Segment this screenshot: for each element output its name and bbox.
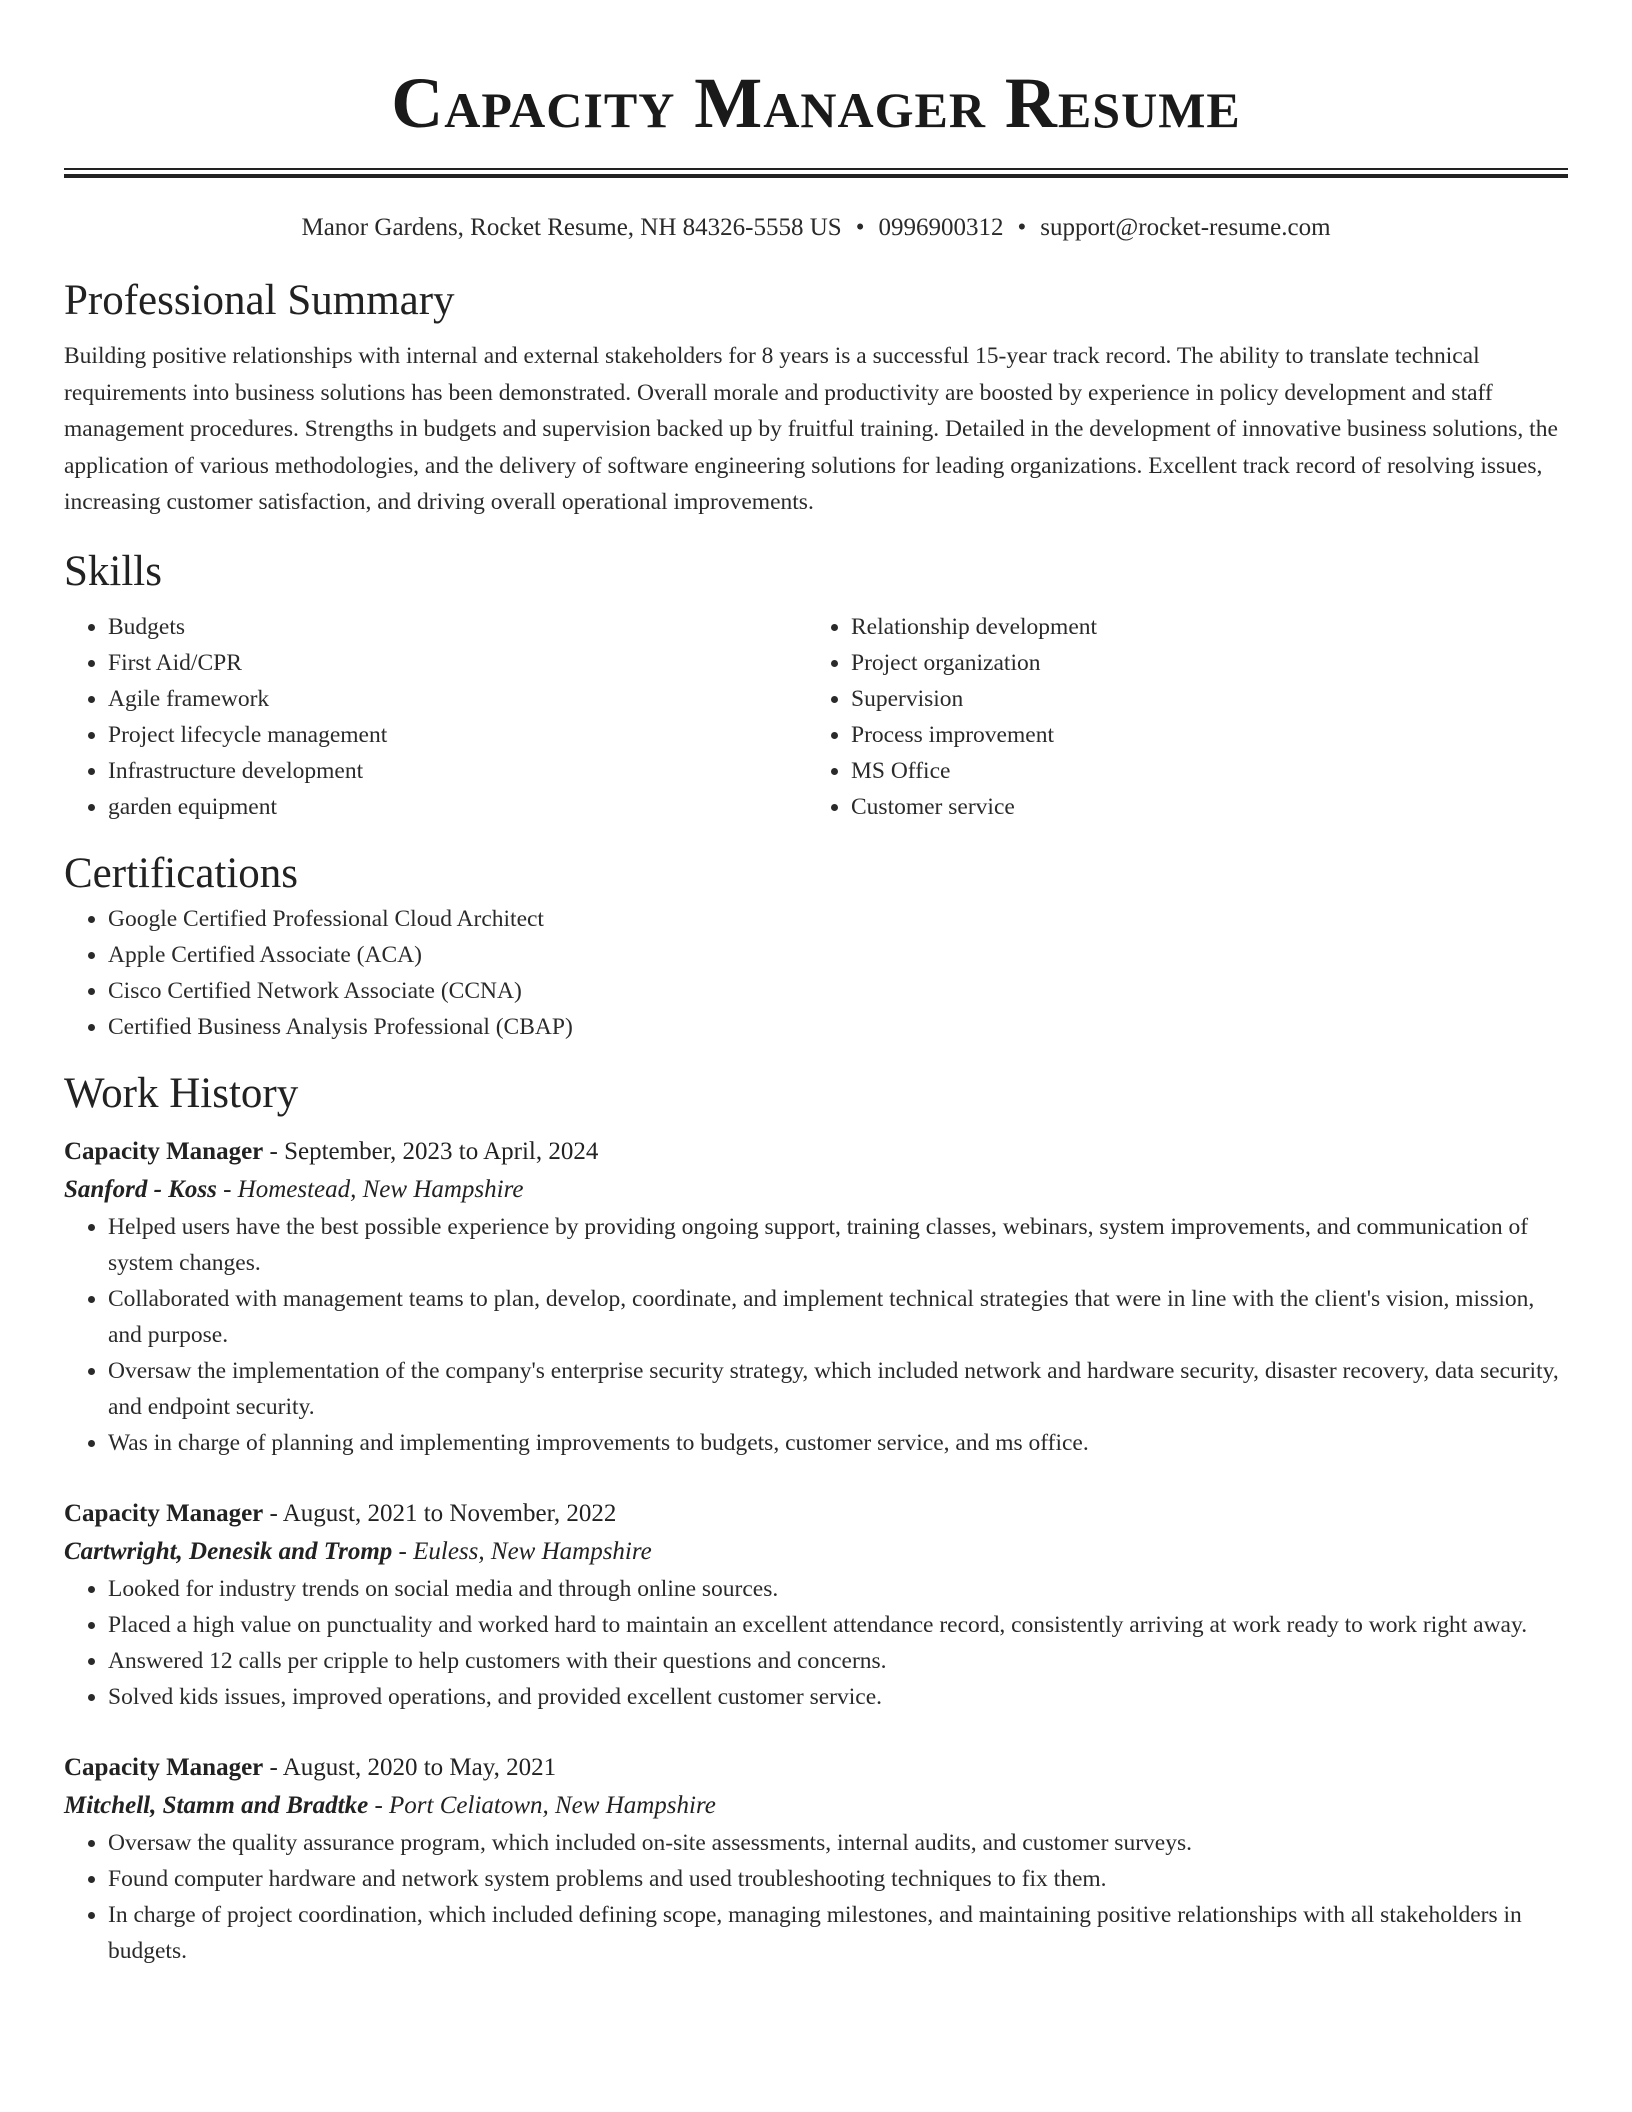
skill-item: • Project lifecycle management [108,717,807,753]
job-bullet: • In charge of project coordination, which included defining scope, managing milestones, and maintaining positive relationships with all stakeholders in budgets. [108,1897,1568,1969]
skill-item: • Project organization [851,645,1550,681]
job-bullet-list [64,1209,1568,1461]
summary-text: Building positive relationships with internal and external stakeholders for 8 years is a successful 15-year track record. The ability to translate technical requirements into business solutions has been demonstrated. Overall morale and productivity are boosted by experience in policy development and staff management procedures. Strengths in budgets and supervision backed up by fruitful training. Detailed in the development of innovative business solutions, the application of various methodologies, and the delivery of software engineering solutions for leading organizations. Excellent track record of resolving issues, increasing customer satisfaction, and driving overall operational improvements. [64,343,1558,516]
skills-list-left [64,609,807,825]
skill-item: • Budgets [108,609,807,645]
skill-item: • First Aid/CPR [108,645,807,681]
job-location: - Euless, New Hampshire [392,1537,652,1565]
job-title-line [64,1495,1568,1533]
job-role: Capacity Manager [64,1137,264,1165]
skills-grid [64,609,1568,825]
job-title-line [64,1133,1568,1171]
job-dates: - August, 2021 to November, 2022 [263,1499,617,1527]
job-bullet: • Helped users have the best possible experience by providing ongoing support, training classes, webinars, system improvements, and communication of system changes. [108,1209,1568,1281]
certification-item: • Certified Business Analysis Professional (CBAP) [108,1009,1568,1045]
skills-list-right [807,609,1550,825]
skill-item: • Relationship development [851,609,1550,645]
job-location: - Homestead, New Hampshire [216,1175,524,1203]
skills-column-right [807,609,1550,825]
contact-email: support@rocket-resume.com [1040,214,1331,241]
job-role: Capacity Manager [64,1753,264,1781]
job-bullet: • Solved kids issues, improved operations, and provided excellent customer service. [108,1679,1568,1715]
job-company-line [64,1171,1568,1209]
summary-heading: Professional Summary [64,277,455,324]
job-bullet-list [64,1825,1568,1969]
job-bullet: • Answered 12 calls per cripple to help customers with their questions and concerns. [108,1643,1568,1679]
skill-item: • Process improvement [851,717,1550,753]
job-bullet: • Was in charge of planning and implementing improvements to budgets, customer service, and ms office. [108,1425,1568,1461]
skill-item: • Customer service [851,789,1550,825]
job-bullet: • Oversaw the implementation of the company's enterprise security strategy, which included network and hardware security, disaster recovery, data security, and endpoint security. [108,1353,1568,1425]
work-history-heading: Work History [64,1069,299,1117]
skill-item: • garden equipment [108,789,807,825]
resume-title: Capacity Manager Resume [391,63,1241,143]
certification-item: • Cisco Certified Network Associate (CCNA) [108,973,1568,1009]
skills-column-left [64,609,807,825]
job-entry [64,1133,1568,1461]
skill-item: • MS Office [851,753,1550,789]
skill-item: • Agile framework [108,681,807,717]
job-entry [64,1495,1568,1715]
skills-heading: Skills [64,547,162,595]
job-bullet: • Looked for industry trends on social media and through online sources. [108,1571,1568,1607]
job-bullet: • Placed a high value on punctuality and worked hard to maintain an excellent attendance record, consistently arriving at work ready to work right away. [108,1607,1568,1643]
contact-separator: • [855,214,865,241]
resume-page [64,0,1568,1969]
certification-item: • Google Certified Professional Cloud Architect [108,901,1568,937]
job-location: - Port Celiatown, New Hampshire [368,1791,716,1819]
job-company: Mitchell, Stamm and Bradtke [64,1791,369,1819]
skill-item: • Infrastructure development [108,753,807,789]
job-company-line [64,1533,1568,1571]
contact-separator: • [1017,214,1027,241]
certifications-list [64,901,1568,1045]
title-divider [64,168,1568,178]
job-bullet: • Oversaw the quality assurance program, which included on-site assessments, internal audits, and customer surveys. [108,1825,1568,1861]
skill-item: • Supervision [851,681,1550,717]
job-bullet: • Collaborated with management teams to plan, develop, coordinate, and implement technical strategies that were in line with the client's vision, mission, and purpose. [108,1281,1568,1353]
job-role: Capacity Manager [64,1499,264,1527]
contact-phone: 0996900312 [878,214,1004,241]
contact-line [64,210,1568,246]
job-company: Sanford - Koss [64,1175,217,1203]
contact-address: Manor Gardens, Rocket Resume, NH 84326-5558 US [301,214,842,241]
job-title-line [64,1749,1568,1787]
job-company: Cartwright, Denesik and Tromp [64,1537,393,1565]
certifications-heading: Certifications [64,849,299,897]
job-company-line [64,1787,1568,1825]
job-dates: - August, 2020 to May, 2021 [263,1753,557,1781]
certification-item: • Apple Certified Associate (ACA) [108,937,1568,973]
job-entry [64,1749,1568,1969]
job-bullet-list [64,1571,1568,1715]
job-bullet: • Found computer hardware and network system problems and used troubleshooting techniques to fix them. [108,1861,1568,1897]
job-dates: - September, 2023 to April, 2024 [263,1137,599,1165]
